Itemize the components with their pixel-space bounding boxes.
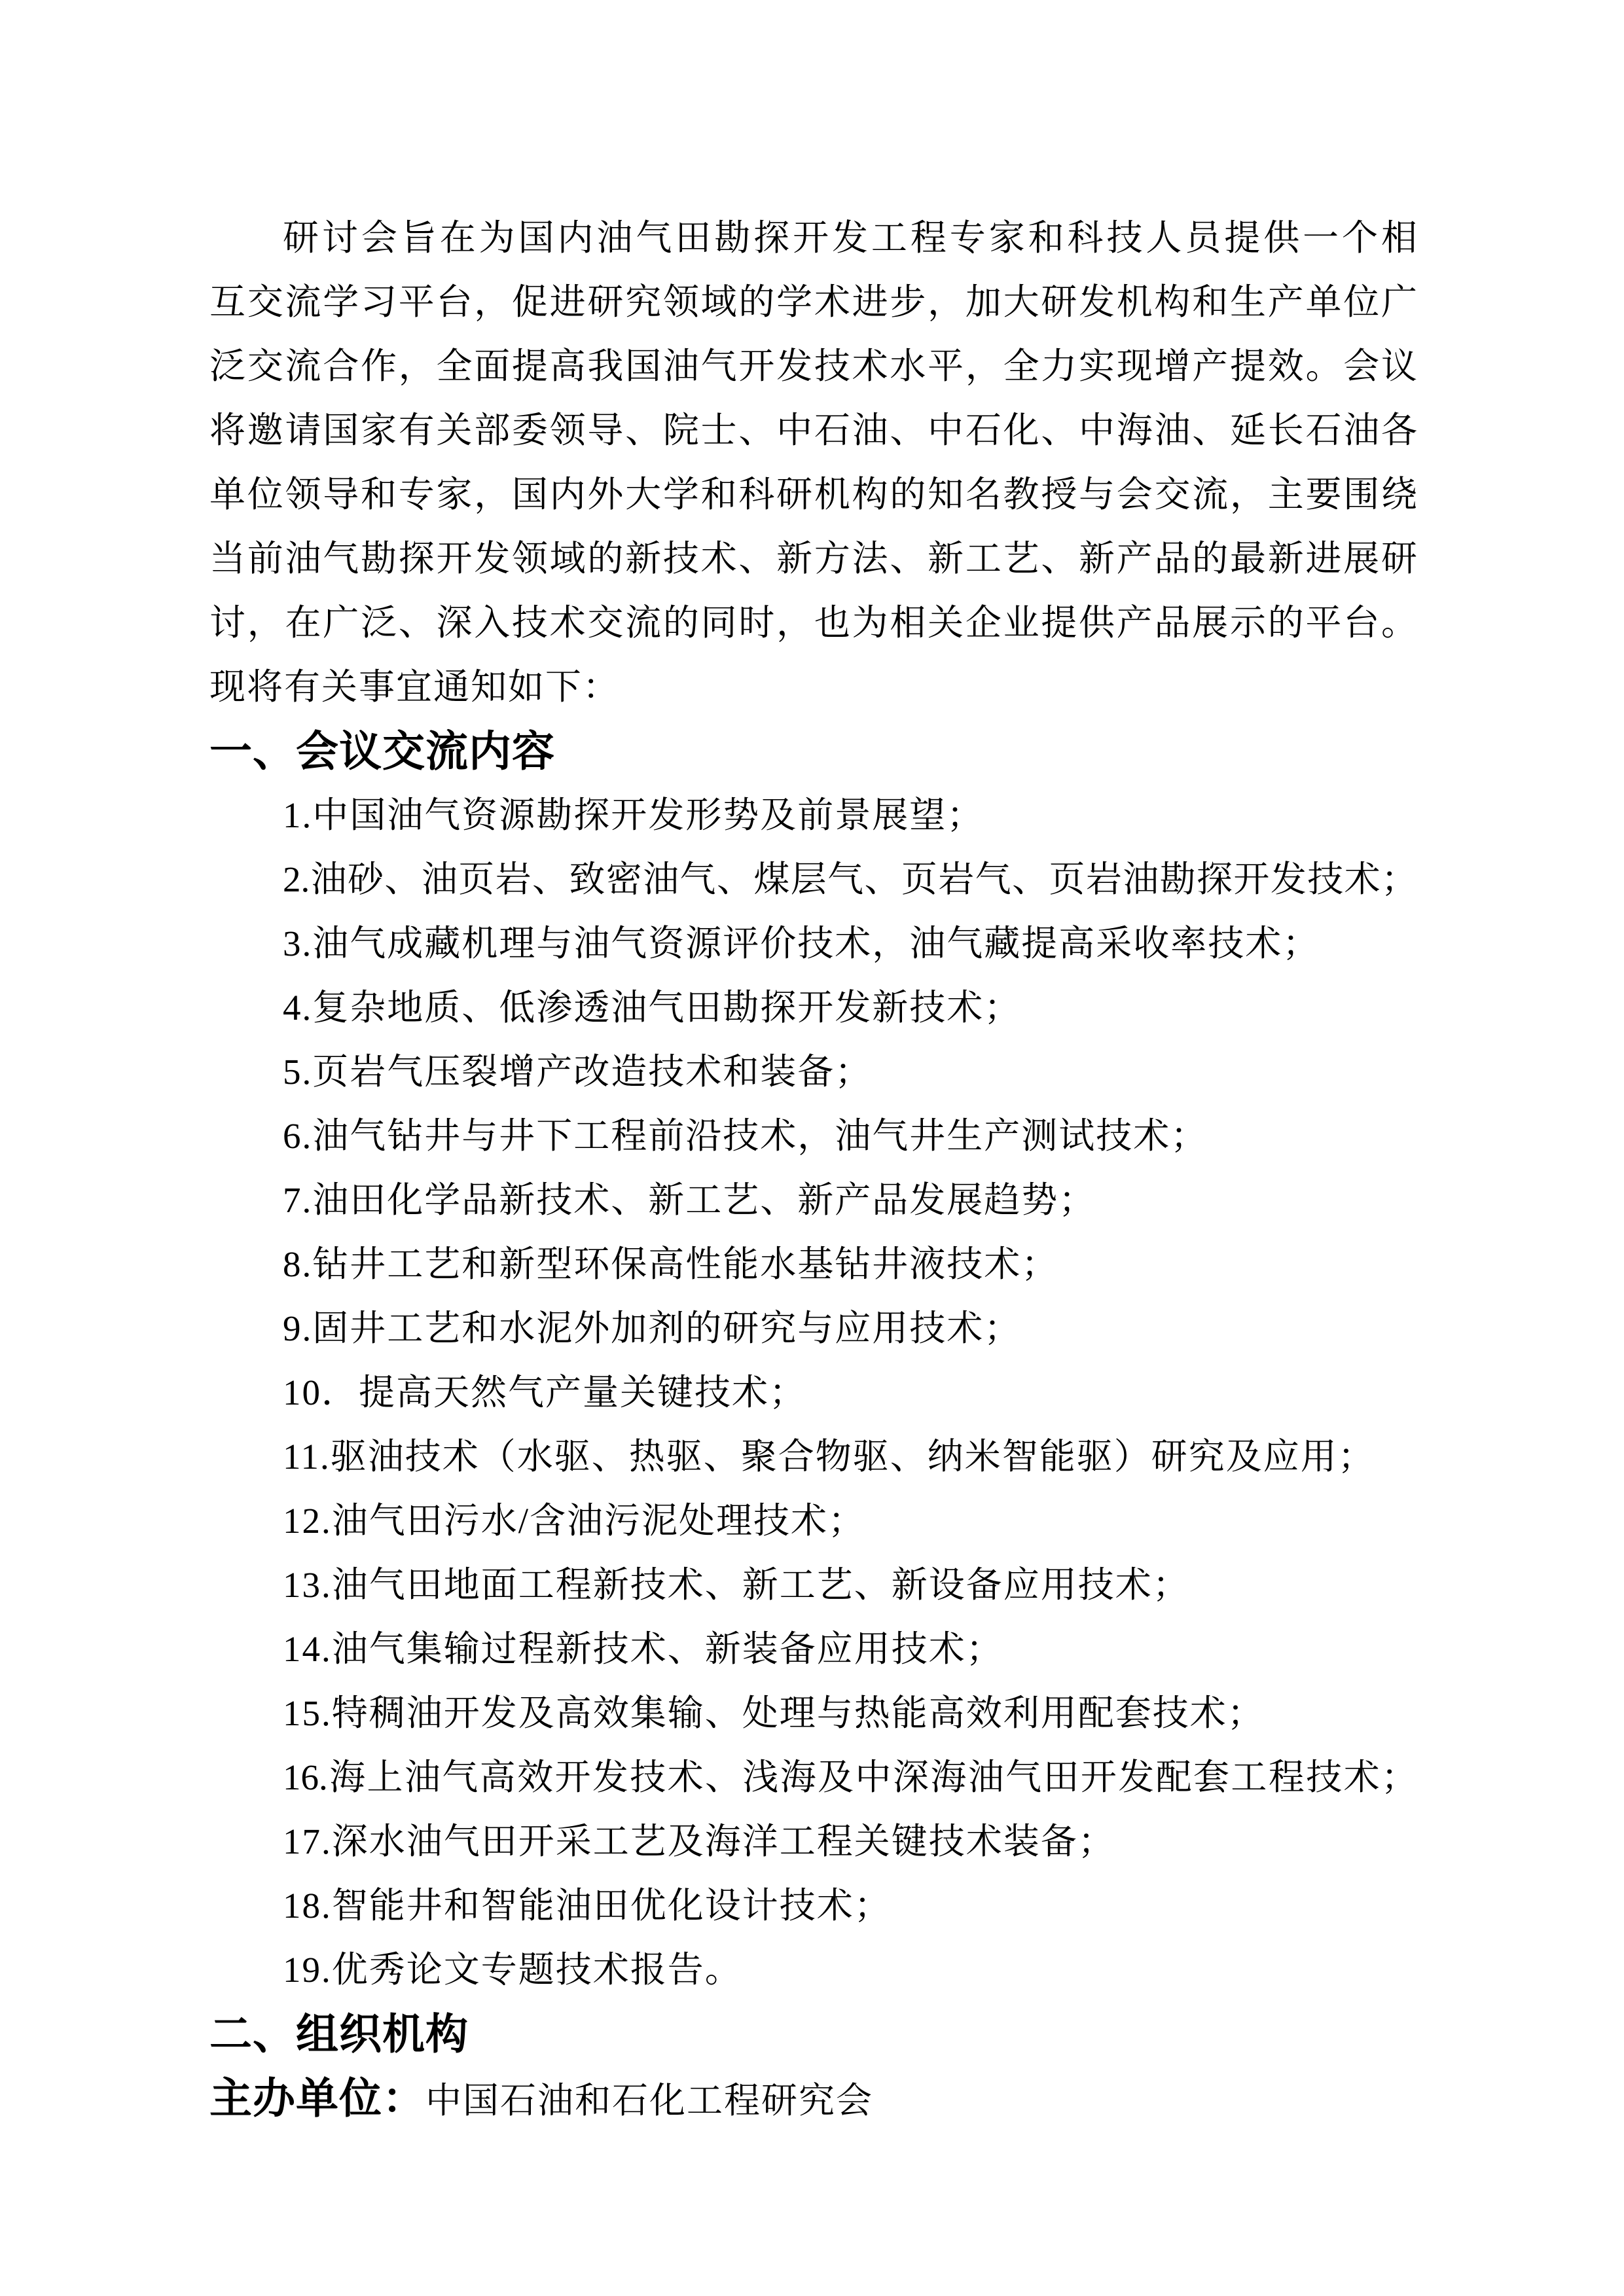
intro-line-3: 泛交流合作，全面提高我国油气开发技术水平，全力实现增产提效。会议 (209, 346, 1417, 386)
intro-line-1: 研讨会旨在为国内油气田勘探开发工程专家和科技人员提供一个相 (283, 218, 1417, 258)
organizer-label: 主办单位： (209, 2074, 426, 2122)
organizer-line (209, 2066, 1417, 2142)
intro-line-7: 讨，在广泛、深入技术交流的同时，也为相关企业提供产品展示的平台。 (209, 603, 1417, 643)
agenda-item-19: 19.优秀论文专题技术报告。 (283, 1950, 742, 1990)
intro-line-4: 将邀请国家有关部委领导、院士、中石油、中石化、中海油、延长石油各 (209, 410, 1417, 450)
document-content (209, 206, 1417, 2142)
section-2-heading: 二、组织机构 (209, 2010, 469, 2058)
agenda-item-8: 8.钻井工艺和新型环保高性能水基钻井液技术； (283, 1244, 1059, 1284)
intro-line-8: 现将有关事宜通知如下： (209, 667, 621, 707)
agenda-item-10: 10．提高天然气产量关键技术； (283, 1372, 807, 1412)
agenda-item-5: 5.页岩气压裂增产改造技术和装备； (283, 1052, 873, 1092)
agenda-item-9: 9.固井工艺和水泥外加剂的研究与应用技术； (283, 1308, 1022, 1348)
agenda-item-2: 2.油砂、油页岩、致密油气、煤层气、页岩气、页岩油勘探开发技术； (283, 859, 1417, 899)
intro-line-5: 单位领导和专家，国内外大学和科研机构的知名教授与会交流，主要围绕 (209, 475, 1417, 514)
agenda-item-12: 12.油气田污水/含油污泥处理技术； (283, 1501, 866, 1541)
agenda-item-4: 4.复杂地质、低渗透油气田勘探开发新技术； (283, 988, 1022, 1028)
agenda-item-7: 7.油田化学品新技术、新工艺、新产品发展趋势； (283, 1180, 1096, 1220)
section-1-heading: 一、会议交流内容 (209, 727, 556, 775)
agenda-item-3: 3.油气成藏机理与油气资源评价技术，油气藏提高采收率技术； (283, 924, 1320, 963)
agenda-item-11: 11.驱油技术（水驱、热驱、聚合物驱、纳米智能驱）研究及应用； (283, 1437, 1375, 1477)
intro-line-2: 互交流学习平台，促进研究领域的学术进步，加大研发机构和生产单位广 (209, 282, 1417, 322)
agenda-item-13: 13.油气田地面工程新技术、新工艺、新设备应用技术； (283, 1565, 1190, 1605)
agenda-item-17: 17.深水油气田开采工艺及海洋工程关键技术装备； (283, 1821, 1115, 1861)
intro-line-6: 当前油气勘探开发领域的新技术、新方法、新工艺、新产品的最新进展研 (209, 539, 1417, 579)
agenda-item-14: 14.油气集输过程新技术、新装备应用技术； (283, 1629, 1003, 1669)
agenda-item-18: 18.智能井和智能油田优化设计技术； (283, 1886, 892, 1926)
organizer-value: 中国石油和石化工程研究会 (425, 2081, 874, 2121)
agenda-item-6: 6.油气钻井与井下工程前沿技术，油气井生产测试技术； (283, 1116, 1208, 1156)
agenda-item-1: 1.中国油气资源勘探开发形势及前景展望； (283, 795, 984, 835)
agenda-item-15: 15.特稠油开发及高效集输、处理与热能高效利用配套技术； (283, 1693, 1265, 1733)
agenda-item-16: 16.海上油气高效开发技术、浅海及中深海油气田开发配套工程技术； (283, 1757, 1417, 1797)
